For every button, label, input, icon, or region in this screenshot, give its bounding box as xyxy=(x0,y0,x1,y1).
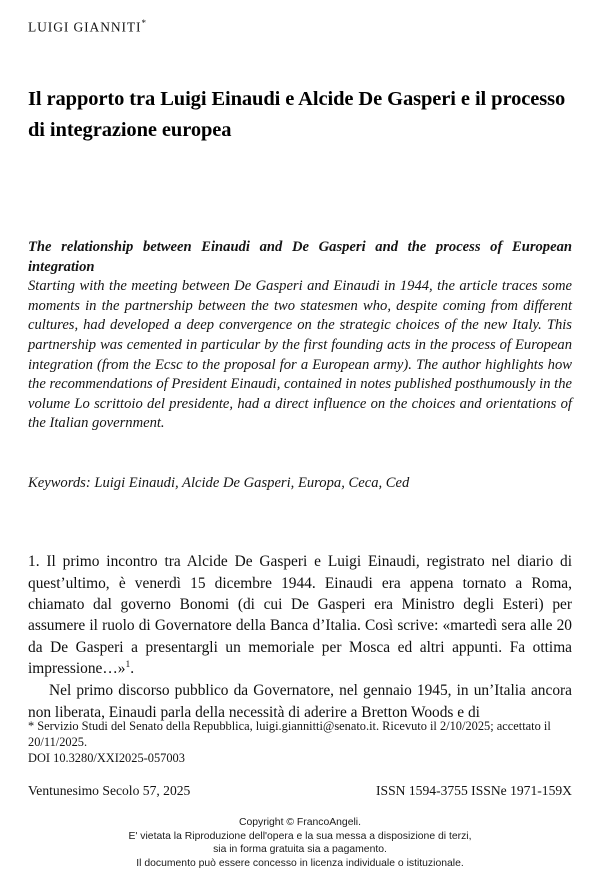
copyright-line-3: sia in forma gratuita sia a pagamento. xyxy=(213,844,387,856)
copyright-notice xyxy=(0,816,600,870)
abstract-heading: The relationship between Einaudi and De Gasperi and the process of European integration xyxy=(28,239,572,275)
footnote-block xyxy=(28,718,572,767)
abstract-text: Starting with the meeting between De Gasperi and Einaudi in 1944, the article traces some moments in the partnership between the two statesmen who, despite coming from different cultures, had developed a deep convergence on the strategic choices of the new Italy. This partnership was cemented in particular by the first founding acts in the process of European integration (from the Ecsc to the proposal for a European army). The author highlights how the recommendations of President Einaudi, contained in notes published posthumously in the volume Lo scrittoio del presidente, had a direct influence on the choices and orientations of the Italian government. xyxy=(28,278,572,432)
abstract-block xyxy=(28,238,572,434)
body-paragraph-1-terminator: . xyxy=(130,659,135,677)
copyright-line-2: E' vietata la Riproduzione dell'opera e la sua messa a disposizione di terzi, xyxy=(128,830,472,842)
journal-footer xyxy=(28,782,572,799)
body-paragraph-2: Nel primo discorso pubblico da Governatore, nel gennaio 1945, in un’Italia ancora non liberata, Einaudi parla della necessità di aderire a Bretton Woods e di xyxy=(28,682,572,721)
body-paragraph-1-text: 1. Il primo incontro tra Alcide De Gasperi e Luigi Einaudi, registrato nel diario di quest’ultimo, è venerdì 15 dicembre 1944. Einaudi era appena tornato a Roma, chiamato dal governo Bonomi (di cui De Gasperi era Ministro degli Esteri) per assumere il ruolo di Governatore della Banca d’Italia. Così scrive: «martedì sera alle 20 da De Gasperi a presentargli un memoriale per Mosca ed altri appunti. Fa ottima impressione…» xyxy=(28,553,572,677)
keywords-line: Keywords: Luigi Einaudi, Alcide De Gasperi, Europa, Ceca, Ced xyxy=(28,475,410,491)
author-name: LUIGI GIANNITI xyxy=(28,19,142,35)
doi-line[interactable]: DOI 10.3280/XXI2025-057003 xyxy=(28,751,185,766)
footnote-reference-1[interactable]: 1 xyxy=(125,659,131,670)
page-title: Il rapporto tra Luigi Einaudi e Alcide De Gasperi e il processo di integrazione europea xyxy=(28,87,566,141)
footnote-affiliation: * Servizio Studi del Senato della Repubblica, luigi.giannitti@senato.it. Ricevuto il 2/10/2025; accettato il 20/11/2025. xyxy=(28,719,551,750)
author-byline xyxy=(28,18,572,36)
copyright-line-4: Il documento può essere concesso in licenza individuale o istituzionale. xyxy=(136,857,464,869)
author-footnote-marker: * xyxy=(141,18,146,28)
journal-issue: Ventunesimo Secolo 57, 2025 xyxy=(28,783,191,798)
copyright-line-1: Copyright © FrancoAngeli. xyxy=(238,817,361,828)
body-paragraph-1 xyxy=(28,551,572,679)
journal-issn: ISSN 1594-3755 ISSNe 1971-159X xyxy=(376,783,572,798)
